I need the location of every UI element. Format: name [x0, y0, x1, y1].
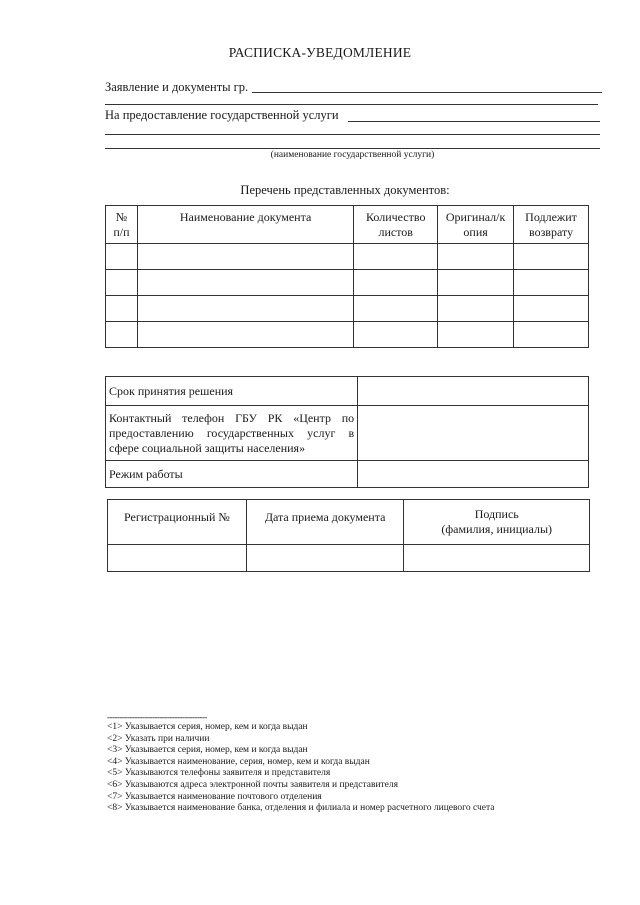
header-acceptance-date-text: Дата приема документа — [264, 510, 386, 524]
table-cell[interactable] — [137, 270, 353, 296]
applicant-label: Заявление и документы гр. — [105, 80, 249, 94]
info-table — [105, 376, 589, 488]
footnote-item: <2> Указать при наличии — [107, 733, 210, 744]
table-cell[interactable] — [438, 270, 514, 296]
table-cell[interactable] — [354, 296, 438, 322]
table-cell[interactable] — [106, 296, 138, 322]
table-cell[interactable] — [438, 244, 514, 270]
table-cell[interactable] — [354, 270, 438, 296]
header-document-name — [137, 206, 353, 244]
decision-term-value[interactable] — [358, 377, 589, 406]
footnote-item: <7> Указывается наименование почтового отделения — [107, 791, 322, 802]
header-sheet-count-text: Количество листов — [365, 210, 426, 239]
footnote-item: <1> Указывается серия, номер, кем и когда выдан — [107, 722, 308, 732]
table-cell[interactable] — [514, 244, 589, 270]
acceptance-date-cell[interactable] — [246, 545, 404, 572]
footnote-item: <5> Указываются телефоны заявителя и представителя — [107, 768, 331, 779]
documents-title: Перечень представленных документов: — [240, 183, 450, 197]
service-continuation-line-1[interactable] — [105, 134, 600, 135]
applicant-input-line[interactable] — [252, 92, 602, 93]
footnote-item: <4> Указывается наименование, серия, номер, кем и когда выдан — [107, 756, 370, 767]
documents-table — [105, 205, 589, 348]
header-number-text: № п/п — [113, 210, 130, 239]
work-hours-row — [106, 461, 589, 488]
table-cell[interactable] — [514, 322, 589, 348]
work-hours-label: Режим работы — [106, 461, 358, 488]
service-continuation-line-2[interactable] — [105, 148, 600, 149]
header-acceptance-date — [246, 500, 404, 545]
header-to-return-text: Подлежит возврату — [525, 210, 577, 239]
table-cell[interactable] — [137, 296, 353, 322]
registration-table — [107, 499, 590, 572]
footnote-item: <3> Указывается серия, номер, кем и когда выдан — [107, 745, 308, 756]
contact-phone-row — [106, 406, 589, 461]
table-row — [108, 545, 590, 572]
table-row — [106, 322, 589, 348]
table-cell[interactable] — [106, 270, 138, 296]
signature-cell[interactable] — [404, 545, 590, 572]
header-original-copy — [438, 206, 514, 244]
header-signature-text: Подпись (фамилия, инициалы) — [441, 507, 553, 536]
table-row — [106, 270, 589, 296]
work-hours-value[interactable] — [358, 461, 589, 488]
table-row — [106, 296, 589, 322]
header-sheet-count — [354, 206, 438, 244]
footnote-separator: ---------------------------------------- — [107, 712, 207, 722]
document-title: РАСПИСКА-УВЕДОМЛЕНИЕ — [228, 45, 412, 60]
footnotes — [107, 722, 494, 815]
header-to-return — [514, 206, 589, 244]
table-cell[interactable] — [106, 244, 138, 270]
header-registration-number — [108, 500, 247, 545]
decision-term-row — [106, 377, 589, 406]
contact-phone-value[interactable] — [358, 406, 589, 461]
table-cell[interactable] — [106, 322, 138, 348]
contact-phone-label: Контактный телефон ГБУ РК «Центр по предоставлению государственных услуг в сфере социальной защиты населения» — [106, 406, 358, 461]
service-caption: (наименование государственной услуги) — [270, 150, 435, 160]
footnote-item: <8> Указывается наименование банка, отделения и филиала и номер расчетного лицевого счета — [107, 803, 495, 814]
header-number — [106, 206, 138, 244]
header-document-name-text: Наименование документа — [179, 210, 312, 224]
documents-table-header — [106, 206, 589, 244]
table-cell[interactable] — [514, 296, 589, 322]
table-cell[interactable] — [438, 296, 514, 322]
service-input-line[interactable] — [348, 121, 600, 122]
service-label: На предоставление государственной услуги — [105, 108, 339, 122]
header-signature — [404, 500, 590, 545]
table-cell[interactable] — [137, 244, 353, 270]
table-row — [106, 244, 589, 270]
footnote-item: <6> Указываются адреса электронной почты заявителя и представителя — [107, 779, 399, 790]
header-original-copy-text: Оригинал/к опия — [445, 210, 506, 239]
table-cell[interactable] — [514, 270, 589, 296]
table-cell[interactable] — [354, 322, 438, 348]
table-cell[interactable] — [137, 322, 353, 348]
applicant-continuation-line[interactable] — [105, 104, 598, 105]
decision-term-label: Срок принятия решения — [106, 377, 358, 406]
table-cell[interactable] — [354, 244, 438, 270]
registration-table-header — [108, 500, 590, 545]
table-cell[interactable] — [438, 322, 514, 348]
header-registration-number-text: Регистрационный № — [123, 510, 230, 524]
registration-number-cell[interactable] — [108, 545, 247, 572]
